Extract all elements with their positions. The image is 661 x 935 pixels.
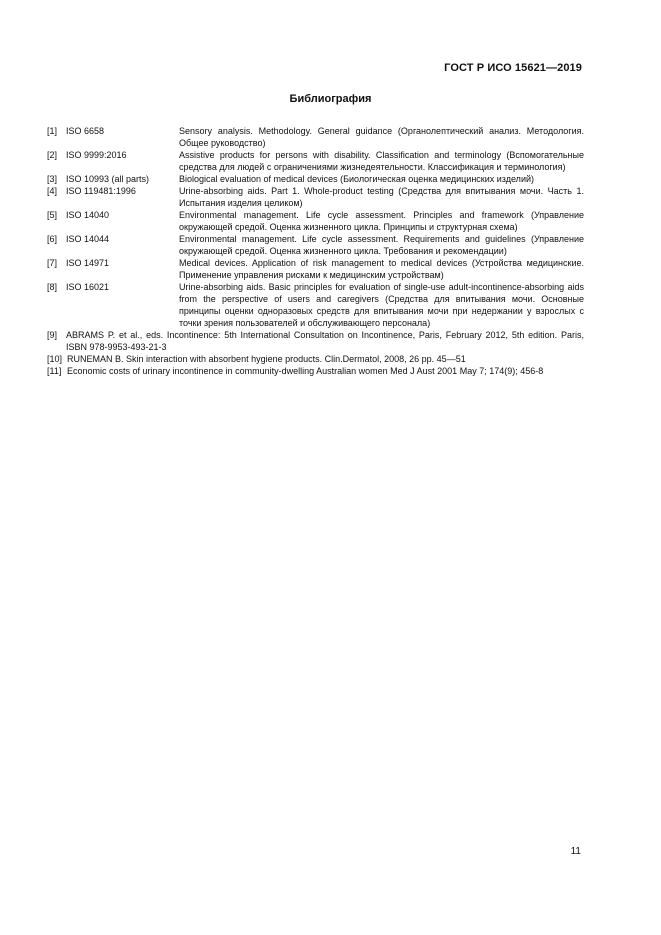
entry-standard: ISO 9999:2016 <box>66 150 127 160</box>
bibliography-entry <box>47 125 584 149</box>
bibliography-entry <box>47 149 584 173</box>
reference-entry <box>47 329 584 353</box>
entry-standard: ISO 6658 <box>66 126 105 136</box>
reference-text: Economic costs of urinary incontinence in community-dwelling Australian women Med J Aust 2001 May 7; 174(9); 456-8 <box>67 366 544 376</box>
entry-number: [2] <box>47 150 58 160</box>
entry-number: [4] <box>47 186 58 196</box>
entry-standard: ISO 14971 <box>66 258 110 268</box>
entry-description: Medical devices. Application of risk management to medical devices (Устройства медицинские. Применение управления рисками к медицинским устройствам) <box>179 258 584 280</box>
entry-number: [3] <box>47 174 58 184</box>
entry-description: Assistive products for persons with disability. Classification and terminology (Вспомогательные средства для людей с ограничениями жизнедеятельности. Классификация и терминология) <box>179 150 584 172</box>
entry-standard: ISO 14044 <box>66 234 110 244</box>
reference-text: RUNEMAN B. Skin interaction with absorbent hygiene products. Clin.Dermatol, 2008, 26 pp. 45—51 <box>67 354 466 364</box>
reference-number: [10] <box>47 354 63 364</box>
page-number: 11 <box>570 846 581 857</box>
entry-standard: ISO 16021 <box>66 282 110 292</box>
reference-entry <box>47 365 584 377</box>
entry-description: Environmental management. Life cycle assessment. Principles and framework (Управление окружающей средой. Оценка жизненного цикла. Принципы и структурная схема) <box>179 210 584 232</box>
entry-description: Sensory analysis. Methodology. General guidance (Органолептический анализ. Методология. Общее руководство) <box>179 126 584 148</box>
bibliography-entry <box>47 173 584 185</box>
bibliography-entry <box>47 185 584 209</box>
bibliography-title: Библиография <box>289 93 372 105</box>
bibliography-entry <box>47 233 584 257</box>
reference-entry <box>47 353 584 365</box>
entry-number: [5] <box>47 210 58 220</box>
entry-standard: ISO 14040 <box>66 210 110 220</box>
bibliography-entry <box>47 281 584 329</box>
entry-standard: ISO 10993 (all parts) <box>66 174 150 184</box>
document-code: ГОСТ Р ИСО 15621—2019 <box>444 62 582 74</box>
entry-description: Environmental management. Life cycle assessment. Requirements and guidelines (Управление окружающей средой. Оценка жизненного цикла. Требования и рекомендации) <box>179 234 584 256</box>
entry-number: [8] <box>47 282 58 292</box>
reference-number: [11] <box>47 366 62 376</box>
entry-number: [1] <box>47 126 58 136</box>
reference-number: [9] <box>47 330 58 340</box>
bibliography-entry <box>47 257 584 281</box>
entry-number: [7] <box>47 258 58 268</box>
entry-description: Urine-absorbing aids. Basic principles for evaluation of single-use adult-incontinence-absorbing aids from the perspective of users and caregivers (Средства для впитывания мочи. Основные принципы оценки одноразовых средств для впитывания мочи при недержании у взрослых с точки зрения пользователей и обслуживающего персонала) <box>179 282 584 328</box>
entry-number: [6] <box>47 234 58 244</box>
entry-description: Urine-absorbing aids. Part 1. Whole-product testing (Средства для впитывания мочи. Часть 1. Испытания изделия целиком) <box>179 186 584 208</box>
reference-text: ABRAMS P. et al., eds. Incontinence: 5th International Consultation on Incontinence, Paris, February 2012, 5th edition. Paris, ISBN 978-9953-493-21-3 <box>66 330 584 352</box>
bibliography-entry <box>47 209 584 233</box>
entry-description: Biological evaluation of medical devices (Биологическая оценка медицинских изделий) <box>179 174 534 184</box>
bibliography-list <box>47 125 584 377</box>
entry-standard: ISO 119481:1996 <box>66 186 136 196</box>
